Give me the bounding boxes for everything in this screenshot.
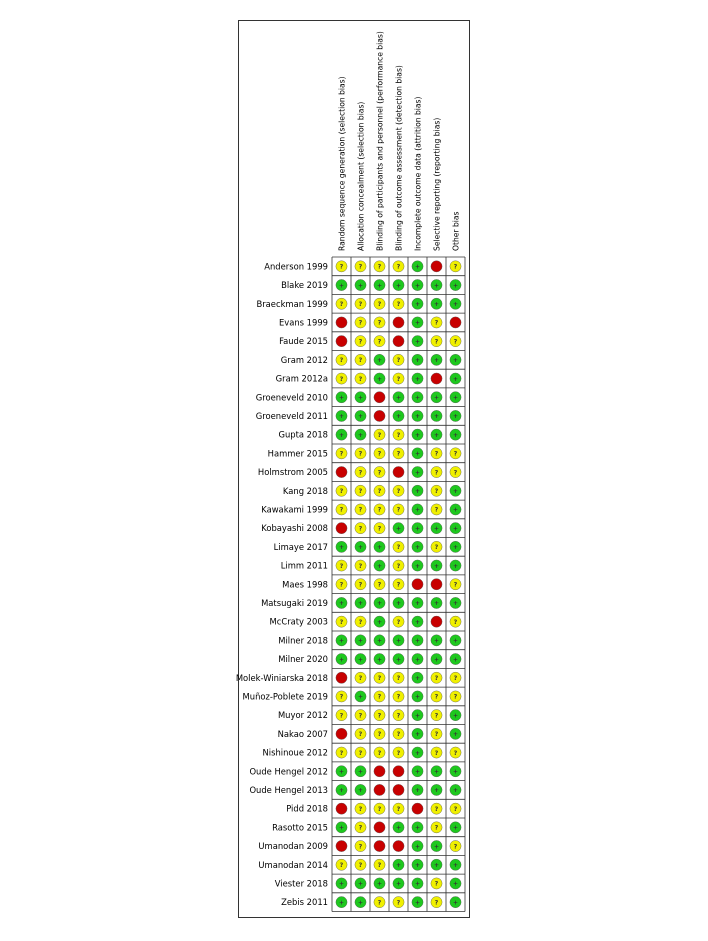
rating-symbol: + [414, 562, 421, 570]
rating-symbol: + [357, 544, 364, 552]
rating-symbol: ? [377, 805, 382, 813]
study-label: Umanodan 2014 [258, 859, 328, 870]
rating-symbol: ? [377, 319, 382, 327]
study-label: Molek-Winiarska 2018 [235, 672, 328, 683]
rating-symbol: + [395, 394, 402, 402]
study-label: Muñoz-Poblete 2019 [242, 691, 328, 702]
rating-symbol: ? [396, 618, 401, 626]
rating-symbol: + [414, 899, 421, 907]
rating-symbol: + [433, 861, 440, 869]
rating-symbol: ? [396, 731, 401, 739]
study-label: Faude 2015 [279, 336, 328, 347]
rating-symbol: ? [358, 618, 363, 626]
rating-symbol: + [452, 525, 459, 533]
rating-symbol: + [414, 263, 421, 271]
rating-symbol: ? [377, 899, 382, 907]
rating-symbol: + [357, 282, 364, 290]
study-label: Zebis 2011 [281, 897, 328, 908]
rating-symbol: ? [453, 263, 458, 271]
rating-symbol: + [414, 787, 421, 795]
rating-symbol: ? [377, 263, 382, 271]
rating-symbol: + [433, 431, 440, 439]
rating-symbol: + [395, 656, 402, 664]
study-label: Evans 1999 [278, 317, 328, 328]
rating-symbol: ? [339, 357, 344, 365]
rating-symbol: − [376, 768, 383, 776]
rating-symbol: ? [396, 581, 401, 589]
rating-symbol: + [414, 525, 421, 533]
rating-symbol: + [414, 637, 421, 645]
rating-symbol: + [338, 413, 345, 421]
rating-symbol: ? [396, 357, 401, 365]
rating-symbol: ? [396, 506, 401, 514]
rating-symbol: − [433, 263, 440, 271]
rating-symbol: ? [339, 749, 344, 757]
column-header: Selective reporting (reporting bias) [432, 117, 442, 251]
rating-symbol: ? [396, 544, 401, 552]
rating-symbol: − [338, 843, 345, 851]
rating-symbol: ? [396, 300, 401, 308]
rating-symbol: + [414, 450, 421, 458]
rating-symbol: ? [453, 469, 458, 477]
rating-symbol: ? [377, 506, 382, 514]
rating-symbol: + [452, 544, 459, 552]
rating-symbol: + [414, 600, 421, 608]
rating-symbol: ? [358, 319, 363, 327]
rating-symbol: ? [434, 805, 439, 813]
rating-symbol: − [433, 618, 440, 626]
rating-symbol: ? [453, 843, 458, 851]
rating-symbol: ? [358, 375, 363, 383]
rating-symbol: + [414, 824, 421, 832]
rating-symbol: − [338, 805, 345, 813]
rating-symbol: + [433, 357, 440, 365]
study-label: Gram 2012 [280, 354, 328, 365]
rating-symbol: + [414, 544, 421, 552]
rating-symbol: + [338, 394, 345, 402]
rating-symbol: ? [434, 338, 439, 346]
rating-symbol: + [357, 600, 364, 608]
rating-symbol: + [414, 693, 421, 701]
study-label: Maes 1998 [282, 579, 328, 590]
rating-symbol: − [338, 319, 345, 327]
rating-symbol: + [452, 375, 459, 383]
rating-symbol: ? [434, 487, 439, 495]
study-label: Hammer 2015 [267, 448, 328, 459]
rating-symbol: + [357, 413, 364, 421]
rating-symbol: + [452, 731, 459, 739]
rating-symbol: + [452, 768, 459, 776]
rating-symbol: − [338, 338, 345, 346]
rating-symbol: + [433, 282, 440, 290]
rating-symbol: ? [358, 562, 363, 570]
rating-symbol: − [338, 469, 345, 477]
rating-symbol: + [433, 525, 440, 533]
rating-symbol: + [452, 712, 459, 720]
rating-symbol: + [452, 880, 459, 888]
rating-symbol: ? [434, 749, 439, 757]
study-label: Limm 2011 [280, 560, 328, 571]
rating-symbol: ? [453, 581, 458, 589]
rating-symbol: + [414, 506, 421, 514]
rating-symbol: ? [377, 431, 382, 439]
study-label: Nishinoue 2012 [262, 747, 328, 758]
study-label: McCraty 2003 [269, 616, 328, 627]
rating-symbol: + [452, 824, 459, 832]
rating-symbol: − [376, 843, 383, 851]
rating-symbol: ? [396, 263, 401, 271]
rating-symbol: + [414, 413, 421, 421]
rating-symbol: ? [377, 525, 382, 533]
rating-symbol: ? [434, 693, 439, 701]
rating-symbol: + [452, 600, 459, 608]
rating-symbol: ? [377, 693, 382, 701]
rating-symbol: ? [396, 899, 401, 907]
rating-symbol: − [414, 805, 421, 813]
rating-symbol: ? [339, 450, 344, 458]
rating-symbol: + [433, 768, 440, 776]
rating-symbol: ? [358, 469, 363, 477]
column-header: Incomplete outcome data (attrition bias) [413, 96, 423, 251]
rating-symbol: ? [434, 319, 439, 327]
study-label: Viester 2018 [274, 878, 328, 889]
rating-symbol: + [414, 487, 421, 495]
rating-symbol: ? [358, 843, 363, 851]
study-label: Holmstrom 2005 [257, 467, 328, 478]
rating-symbol: + [414, 431, 421, 439]
rating-symbol: + [395, 861, 402, 869]
rating-symbol: ? [377, 749, 382, 757]
rating-symbol: + [376, 282, 383, 290]
rating-symbol: + [357, 431, 364, 439]
rating-symbol: + [338, 282, 345, 290]
rating-symbol: + [414, 749, 421, 757]
rating-symbol: ? [358, 357, 363, 365]
rating-symbol: − [433, 581, 440, 589]
rating-symbol: + [376, 880, 383, 888]
rating-symbol: − [414, 581, 421, 589]
study-label: Anderson 1999 [264, 261, 328, 272]
rating-symbol: ? [377, 469, 382, 477]
rating-symbol: ? [339, 693, 344, 701]
study-label: Oude Hengel 2013 [249, 784, 328, 795]
rating-symbol: + [452, 394, 459, 402]
rating-symbol: ? [453, 450, 458, 458]
rating-symbol: − [433, 375, 440, 383]
rating-symbol: + [376, 618, 383, 626]
rating-symbol: ? [377, 861, 382, 869]
study-label: Kawakami 1999 [261, 504, 328, 515]
rating-symbol: + [376, 544, 383, 552]
rating-symbol: + [414, 375, 421, 383]
rating-symbol: + [395, 637, 402, 645]
rating-symbol: + [433, 787, 440, 795]
rating-symbol: ? [339, 506, 344, 514]
rating-symbol: ? [339, 375, 344, 383]
rating-symbol: ? [358, 450, 363, 458]
rating-symbol: ? [396, 749, 401, 757]
rating-symbol: + [452, 861, 459, 869]
rating-symbol: + [414, 861, 421, 869]
rating-symbol: ? [358, 300, 363, 308]
rating-symbol: + [452, 899, 459, 907]
rating-symbol: ? [396, 450, 401, 458]
rating-symbol: + [376, 600, 383, 608]
column-header: Blinding of participants and personnel (performance bias) [375, 31, 385, 251]
rating-symbol: + [395, 600, 402, 608]
rating-symbol: + [376, 656, 383, 664]
rating-symbol: + [357, 637, 364, 645]
rating-symbol: + [414, 338, 421, 346]
rating-symbol: ? [434, 450, 439, 458]
study-label: Umanodan 2009 [258, 841, 328, 852]
rating-symbol: ? [339, 861, 344, 869]
rating-symbol: + [452, 300, 459, 308]
rating-symbol: − [395, 768, 402, 776]
rating-symbol: ? [339, 300, 344, 308]
rating-symbol: + [414, 656, 421, 664]
rating-symbol: + [414, 300, 421, 308]
rating-symbol: + [376, 357, 383, 365]
rating-symbol: ? [339, 712, 344, 720]
rating-symbol: + [414, 319, 421, 327]
rating-symbol: ? [377, 731, 382, 739]
rating-symbol: ? [453, 805, 458, 813]
rating-symbol: − [376, 824, 383, 832]
rating-symbol: + [452, 487, 459, 495]
rating-symbol: ? [434, 712, 439, 720]
column-header: Blinding of outcome assessment (detection bias) [394, 65, 404, 251]
rating-symbol: ? [358, 805, 363, 813]
rating-symbol: ? [377, 450, 382, 458]
rating-symbol: − [395, 469, 402, 477]
rating-symbol: ? [396, 693, 401, 701]
rating-symbol: + [395, 282, 402, 290]
rating-symbol: ? [358, 525, 363, 533]
rating-symbol: + [357, 394, 364, 402]
rating-symbol: + [414, 843, 421, 851]
rating-symbol: − [338, 731, 345, 739]
rating-symbol: ? [377, 674, 382, 682]
rating-symbol: + [357, 787, 364, 795]
rating-symbol: + [414, 469, 421, 477]
rating-symbol: ? [358, 674, 363, 682]
rating-symbol: ? [396, 431, 401, 439]
rating-symbol: ? [434, 880, 439, 888]
rating-symbol: ? [358, 731, 363, 739]
rating-symbol: + [452, 562, 459, 570]
column-header: Allocation concealment (selection bias) [356, 101, 366, 251]
study-label: Gupta 2018 [278, 429, 328, 440]
rating-symbol: ? [358, 712, 363, 720]
rating-symbol: + [452, 282, 459, 290]
rating-symbol: ? [358, 338, 363, 346]
rating-symbol: ? [434, 674, 439, 682]
rating-symbol: ? [377, 581, 382, 589]
rating-symbol: + [338, 899, 345, 907]
rating-symbol: ? [453, 618, 458, 626]
rating-symbol: ? [339, 618, 344, 626]
rating-symbol: + [452, 787, 459, 795]
study-label: Groeneveld 2011 [255, 410, 328, 421]
rating-symbol: ? [434, 824, 439, 832]
rating-symbol: + [338, 656, 345, 664]
rating-symbol: + [338, 824, 345, 832]
rating-symbol: ? [358, 506, 363, 514]
rating-symbol: ? [339, 581, 344, 589]
rating-symbol: + [414, 880, 421, 888]
rating-symbol: + [433, 656, 440, 664]
rating-symbol: ? [358, 861, 363, 869]
rating-symbol: − [338, 674, 345, 682]
rating-symbol: ? [434, 899, 439, 907]
rating-symbol: − [376, 787, 383, 795]
rating-symbol: + [414, 731, 421, 739]
rating-symbol: + [452, 637, 459, 645]
rating-symbol: − [376, 394, 383, 402]
study-label: Braeckman 1999 [256, 298, 328, 309]
rating-symbol: + [376, 562, 383, 570]
rating-symbol: ? [434, 544, 439, 552]
rating-symbol: + [395, 824, 402, 832]
rating-symbol: + [452, 413, 459, 421]
rating-symbol: ? [434, 731, 439, 739]
rating-symbol: ? [339, 263, 344, 271]
rating-symbol: + [338, 431, 345, 439]
study-label: Milner 2018 [278, 635, 328, 646]
rating-symbol: + [376, 637, 383, 645]
rating-symbol: + [433, 300, 440, 308]
rating-symbol: ? [453, 338, 458, 346]
rating-symbol: ? [396, 487, 401, 495]
rating-symbol: + [433, 843, 440, 851]
study-label: Limaye 2017 [273, 541, 328, 552]
rating-symbol: ? [377, 300, 382, 308]
rating-symbol: + [357, 768, 364, 776]
study-label: Pidd 2018 [286, 803, 328, 814]
study-label: Blake 2019 [281, 280, 328, 291]
rating-symbol: ? [339, 562, 344, 570]
rating-symbol: + [395, 880, 402, 888]
rating-symbol: − [452, 319, 459, 327]
rating-symbol: + [338, 880, 345, 888]
rating-symbol: ? [434, 506, 439, 514]
rating-symbol: + [338, 768, 345, 776]
rating-symbol: + [414, 618, 421, 626]
study-label: Matsugaki 2019 [261, 597, 328, 608]
rating-symbol: − [395, 338, 402, 346]
rating-symbol: ? [453, 749, 458, 757]
rating-symbol: ? [434, 469, 439, 477]
column-header: Random sequence generation (selection bias) [337, 76, 347, 251]
rating-symbol: + [338, 637, 345, 645]
rating-symbol: + [452, 656, 459, 664]
rating-symbol: + [395, 525, 402, 533]
rating-symbol: ? [358, 824, 363, 832]
rating-symbol: + [338, 787, 345, 795]
rating-symbol: + [395, 413, 402, 421]
rating-symbol: ? [396, 712, 401, 720]
study-label: Rasotto 2015 [272, 822, 328, 833]
study-label: Milner 2020 [278, 654, 328, 665]
study-label: Kang 2018 [282, 485, 328, 496]
rating-symbol: − [338, 525, 345, 533]
study-label: Oude Hengel 2012 [249, 766, 328, 777]
rating-symbol: + [376, 375, 383, 383]
study-label: Groeneveld 2010 [255, 392, 328, 403]
rating-symbol: + [433, 562, 440, 570]
rating-symbol: + [452, 506, 459, 514]
rating-symbol: + [414, 674, 421, 682]
rating-symbol: − [376, 413, 383, 421]
study-label: Muyor 2012 [277, 710, 328, 721]
rating-symbol: + [433, 413, 440, 421]
rating-symbol: − [395, 787, 402, 795]
rating-symbol: ? [377, 487, 382, 495]
rating-symbol: ? [377, 712, 382, 720]
rating-symbol: + [357, 693, 364, 701]
study-label: Gram 2012a [275, 373, 328, 384]
rating-symbol: − [395, 319, 402, 327]
rating-symbol: + [433, 637, 440, 645]
rating-symbol: ? [396, 805, 401, 813]
rating-symbol: + [357, 656, 364, 664]
column-header: Other bias [451, 211, 461, 251]
study-label: Kobayashi 2008 [261, 523, 328, 534]
rating-symbol: + [452, 357, 459, 365]
rating-symbol: ? [453, 693, 458, 701]
rating-symbol: ? [339, 487, 344, 495]
rating-symbol: − [395, 843, 402, 851]
rating-symbol: ? [377, 338, 382, 346]
rating-symbol: + [452, 431, 459, 439]
rating-symbol: ? [358, 487, 363, 495]
rating-symbol: + [433, 394, 440, 402]
rating-symbol: + [357, 899, 364, 907]
rating-symbol: + [414, 394, 421, 402]
rating-symbol: ? [358, 263, 363, 271]
rating-symbol: + [414, 712, 421, 720]
rating-symbol: ? [396, 375, 401, 383]
rating-symbol: + [414, 357, 421, 365]
rating-symbol: + [357, 880, 364, 888]
rating-symbol: ? [358, 749, 363, 757]
rating-symbol: ? [358, 581, 363, 589]
rating-symbol: ? [396, 674, 401, 682]
rating-symbol: + [338, 544, 345, 552]
study-label: Nakao 2007 [277, 728, 328, 739]
rating-symbol: + [414, 768, 421, 776]
rating-symbol: + [338, 600, 345, 608]
rating-symbol: ? [453, 674, 458, 682]
rating-symbol: + [414, 282, 421, 290]
rating-symbol: ? [396, 562, 401, 570]
rating-symbol: + [433, 600, 440, 608]
